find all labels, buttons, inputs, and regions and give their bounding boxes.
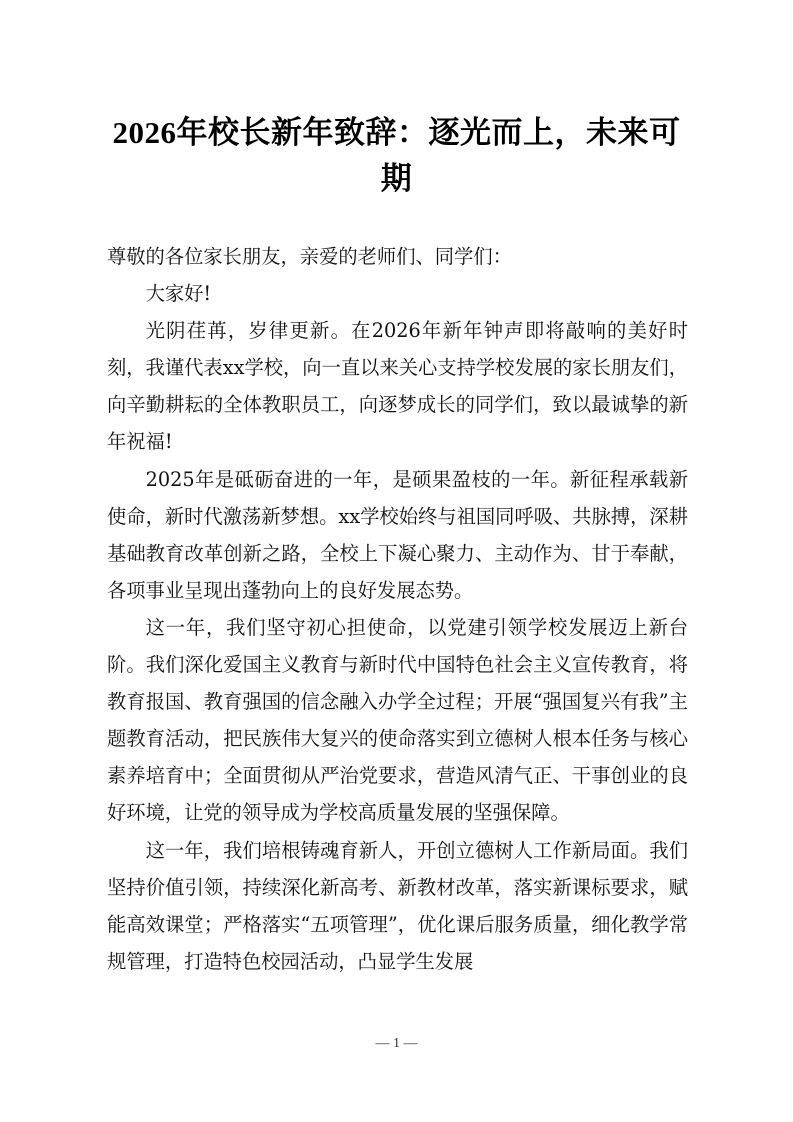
paragraph-2025-review: 2025年是砥砺奋进的一年，是硕果盈枝的一年。新征程承载新使命，新时代激荡新梦想。xx学校始终与祖国同呼吸、共脉搏，深耕基础教育改革创新之路，全校上下凝心聚力、主动作为、甘于奉献，各项事业呈现出蓬勃向上的良好发展态势。 — [107, 467, 688, 602]
paragraph-party-building: 这一年，我们坚守初心担使命，以党建引领学校发展迈上新台阶。我们深化爱国主义教育与新时代中国特色社会主义宣传教育，将教育报国、教育强国的信念融入办学全过程；开展“强国复兴有我”主题教育活动，把民族伟大复兴的使命落实到立德树人根本任务与核心素养培育中；全面贯彻从严治党要求，营造风清气正、干事创业的良好环境，让党的领导成为学校高质量发展的坚强保障。 — [107, 615, 688, 825]
paragraph-greeting: 大家好! — [145, 282, 212, 306]
paragraph-education-reform: 这一年，我们培根铸魂育新人，开创立德树人工作新局面。我们坚持价值引领，持续深化新高考、新教材改革，落实新课标要求，赋能高效课堂；严格落实“五项管理”，优化课后服务质量，细化教学常规管理，打造特色校园活动，凸显学生发展 — [107, 838, 688, 973]
paragraph-new-year-wishes: 光阴荏苒，岁律更新。在2026年新年钟声即将敲响的美好时刻，我谨代表xx学校，向一直以来关心支持学校发展的家长朋友们，向辛勤耕耘的全体教职员工，向逐梦成长的同学们，致以最诚挚的新年祝福! — [107, 319, 688, 454]
document-body — [107, 238, 688, 980]
salutation: 尊敬的各位家长朋友，亲爱的老师们、同学们： — [107, 245, 512, 268]
document-title: 2026年校长新年致辞：逐光而上，未来可期 — [112, 115, 681, 196]
page-number: — 1 — — [375, 1036, 418, 1051]
